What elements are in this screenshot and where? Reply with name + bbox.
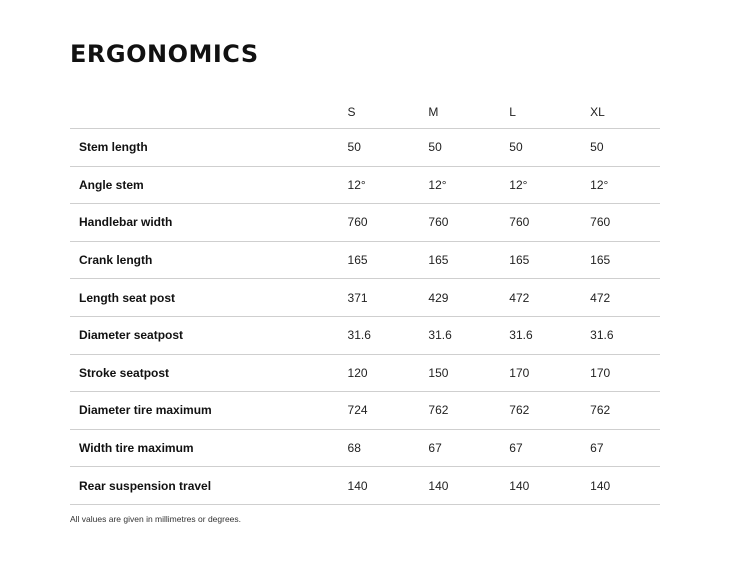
table-cell: 140: [428, 478, 449, 493]
table-cell: 50: [428, 140, 442, 155]
table-cell: 50: [509, 140, 523, 155]
table-cell: 31.6: [590, 328, 614, 343]
table-row: [70, 204, 660, 242]
row-label: Stroke seatpost: [79, 365, 170, 380]
table-cell: 68: [347, 441, 361, 456]
table-cell: 762: [590, 403, 611, 418]
table-cell: 170: [590, 365, 611, 380]
table-cell: 12°: [509, 177, 528, 192]
size-header-s: S: [347, 105, 356, 119]
size-header-l: L: [509, 105, 516, 119]
table-cell: 67: [590, 441, 604, 456]
table-cell: 165: [347, 253, 368, 268]
table-cell: 472: [590, 290, 611, 305]
table-cell: 472: [509, 290, 530, 305]
table-cell: 31.6: [428, 328, 452, 343]
row-label: Length seat post: [79, 290, 176, 305]
row-label: Rear suspension travel: [79, 478, 212, 493]
row-label: Diameter seatpost: [79, 328, 184, 343]
table-cell: 120: [347, 365, 368, 380]
row-label: Angle stem: [79, 177, 144, 192]
table-cell: 150: [428, 365, 449, 380]
table-row: [70, 242, 660, 280]
page-title: ERGONOMICS: [70, 40, 259, 68]
table-cell: 724: [347, 403, 368, 418]
table-cell: 760: [590, 215, 611, 230]
table-row: [70, 355, 660, 393]
row-label: Stem length: [79, 140, 148, 155]
row-label: Width tire maximum: [79, 441, 194, 456]
table-row: [70, 430, 660, 468]
table-cell: 760: [509, 215, 530, 230]
table-row: [70, 467, 660, 505]
table-cell: 429: [428, 290, 449, 305]
table-cell: 50: [347, 140, 361, 155]
table-cell: 762: [509, 403, 530, 418]
size-header-xl: XL: [590, 105, 605, 119]
row-label: Crank length: [79, 253, 153, 268]
table-cell: 31.6: [509, 328, 533, 343]
table-cell: 760: [347, 215, 368, 230]
table-cell: 371: [347, 290, 368, 305]
table-cell: 12°: [590, 177, 609, 192]
table-cell: 67: [428, 441, 442, 456]
row-label: Diameter tire maximum: [79, 403, 212, 418]
table-row: [70, 279, 660, 317]
table-cell: 165: [428, 253, 449, 268]
geometry-table: [70, 96, 660, 505]
table-cell: 140: [347, 478, 368, 493]
table-cell: 760: [428, 215, 449, 230]
table-cell: 12°: [428, 177, 447, 192]
table-row: [70, 317, 660, 355]
table-row: [70, 392, 660, 430]
table-header-row: [70, 96, 660, 129]
table-cell: 31.6: [347, 328, 371, 343]
table-cell: 170: [509, 365, 530, 380]
footnote: All values are given in millimetres or degrees.: [70, 514, 242, 524]
row-label: Handlebar width: [79, 215, 173, 230]
size-header-m: M: [428, 105, 439, 119]
table-cell: 140: [509, 478, 530, 493]
table-row: [70, 167, 660, 205]
table-row: [70, 129, 660, 167]
table-cell: 140: [590, 478, 611, 493]
table-cell: 12°: [347, 177, 366, 192]
table-cell: 762: [428, 403, 449, 418]
table-cell: 165: [590, 253, 611, 268]
table-cell: 165: [509, 253, 530, 268]
table-cell: 50: [590, 140, 604, 155]
table-cell: 67: [509, 441, 523, 456]
